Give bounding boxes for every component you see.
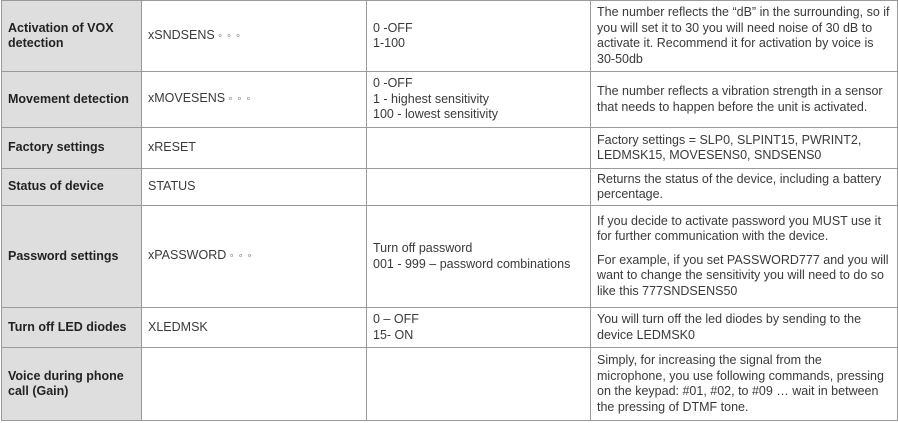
command-text: xPASSWORD [148, 248, 227, 263]
description-paragraph: If you decide to activate password you MUST use it for further communication with the device. [597, 213, 881, 244]
value-line: 1 - highest sensitivity [373, 91, 490, 106]
command-text: STATUS [148, 179, 196, 194]
value-line: Turn off password [373, 241, 473, 255]
command-cell [142, 72, 367, 128]
paragraph-spacer [597, 245, 891, 253]
table-row [2, 169, 898, 206]
setting-name-cell [2, 128, 142, 169]
values-cell [367, 206, 591, 308]
value-line: 100 - lowest sensitivity [373, 107, 499, 122]
values-cell [367, 348, 591, 421]
table-row [2, 348, 898, 421]
description-cell [591, 72, 898, 128]
values-cell [367, 128, 591, 169]
description-text: The number reflects the “dB” in the surrounding, so if you will set it to 30 you will need noise of 30 dB to activate it. Recommend it for activation by voice is 30-50db [597, 5, 890, 66]
setting-name-cell [2, 72, 142, 128]
setting-name-cell [2, 308, 142, 348]
setting-name: Movement detection [8, 91, 129, 106]
value-line: 1-100 [373, 36, 405, 50]
table-row [2, 1, 898, 72]
command-cell [142, 1, 367, 72]
command-text: XLEDMSK [148, 319, 208, 334]
description-cell [591, 169, 898, 206]
description-text: The number reflects a vibration strength in a sensor that needs to happen before the unit is activated. [597, 84, 883, 114]
description-text: Returns the status of the device, including a battery percentage. [597, 171, 882, 201]
command-text: xRESET [148, 140, 196, 155]
command-text: xMOVESENS [148, 91, 226, 106]
description-text: You will turn off the led diodes by sending to the device LEDMSK0 [597, 312, 862, 342]
description-cell [591, 308, 898, 348]
description-cell [591, 206, 898, 308]
description-text: Factory settings = SLP0, SLPINT15, PWRINT2, LEDMSK15, MOVESENS0, SNDSENS0 [597, 132, 862, 162]
values-cell [367, 1, 591, 72]
parameter-placeholder: ◦ ◦ ◦ [229, 250, 253, 263]
table-row [2, 72, 898, 128]
description-cell [591, 128, 898, 169]
setting-name: Password settings [8, 248, 119, 263]
value-line: 0 – OFF [373, 312, 419, 326]
values-cell [367, 308, 591, 348]
parameter-placeholder: ◦ ◦ ◦ [228, 93, 252, 106]
value-line: 001 - 999 – password combinations [373, 256, 571, 271]
description-text: Simply, for increasing the signal from the microphone, you use following commands, pressing on the keypad: #01, #02, to #09 … wait in between the pressing of DTMF tone. [597, 353, 884, 414]
command-cell [142, 308, 367, 348]
command-text: xSNDSENS [148, 27, 215, 42]
value-line: 0 -OFF [373, 76, 413, 91]
values-cell [367, 72, 591, 128]
value-line: 15- ON [373, 327, 414, 342]
command-cell [142, 206, 367, 308]
setting-name: Status of device [8, 179, 104, 194]
setting-name-cell [2, 169, 142, 206]
command-cell [142, 348, 367, 421]
setting-name: Turn off LED diodes [8, 319, 127, 334]
description-cell [591, 348, 898, 421]
setting-name: Factory settings [8, 140, 105, 155]
command-cell [142, 128, 367, 169]
value-line: 0 -OFF [373, 20, 413, 35]
setting-name-cell [2, 1, 142, 72]
setting-name-cell [2, 348, 142, 421]
setting-name: Activation of VOX detection [8, 20, 114, 50]
setting-name: Voice during phone call (Gain) [8, 368, 124, 398]
command-cell [142, 169, 367, 206]
commands-table [1, 0, 898, 421]
values-cell [367, 169, 591, 206]
parameter-placeholder: ◦ ◦ ◦ [218, 29, 241, 42]
table-row [2, 128, 898, 169]
description-paragraph: For example, if you set PASSWORD777 and you will want to change the sensitivity you will need to do so like this 777SNDSENS50 [597, 252, 889, 298]
table-row [2, 308, 898, 348]
description-cell [591, 1, 898, 72]
setting-name-cell [2, 206, 142, 308]
table-row [2, 206, 898, 308]
